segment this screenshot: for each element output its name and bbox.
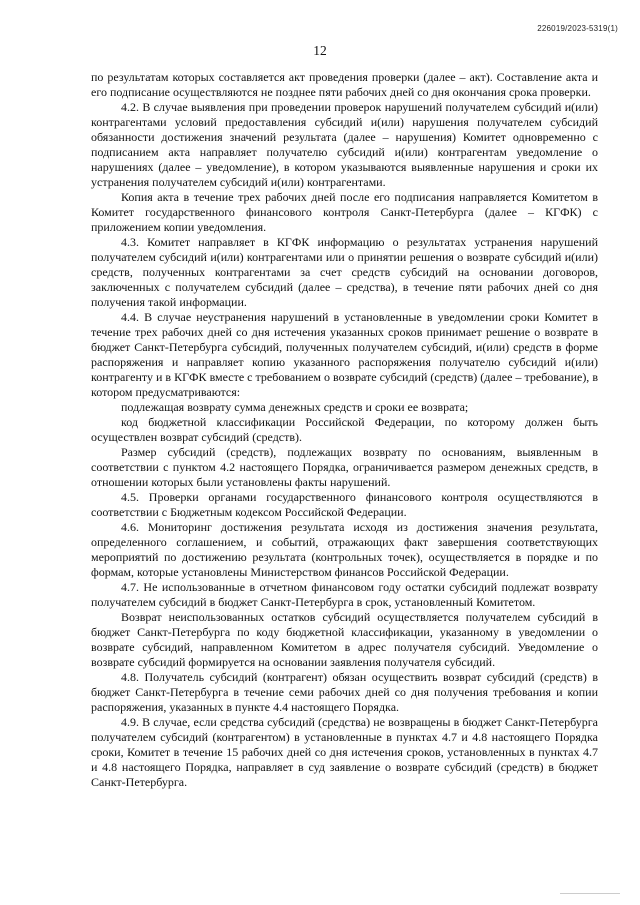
paragraph-act-copy: Копия акта в течение трех рабочих дней после его подписания направляется Комитетом в Комитет государственного финансового контроля Санкт-Петербурга (далее – КГФК) с приложением копии уведомления.	[91, 190, 598, 234]
paragraph-4-9: 4.9. В случае, если средства субсидий (средства) не возвращены в бюджет Санкт-Петербурга получателем субсидий (контрагентом) в установленные в пунктах 4.7 и 4.8 настоящего Порядка сроки, Комитет в течение 15 рабочих дней со дня истечения сроков, установленных в пунктах 4.7 и 4.8 настоящего Порядка, направляет в суд заявление о возврате субсидий (средств) в бюджет Санкт-Петербурга.	[91, 715, 598, 789]
page-number: 12	[313, 43, 327, 58]
paragraph-4-7: 4.7. Не использованные в отчетном финансовом году остатки субсидий подлежат возврату получателем субсидий в бюджет Санкт-Петербурга в срок, установленный Комитетом.	[91, 580, 598, 609]
paragraph-4-2: 4.2. В случае выявления при проведении проверок нарушений получателем субсидий и(или) контрагентами условий предоставления субсидий и(или) нарушения получателем субсидий обязанности достижения значений результата (далее – нарушения) Комитет одновременно с подписанием акта направляет получателю субсидий и(или) контрагентам уведомление о нарушениях (далее – уведомление), в котором указываются выявленные нарушения и сроки их устранения получателем субсидий и(или) контрагентами.	[91, 100, 598, 189]
paragraph-unused-remainder: Возврат неиспользованных остатков субсидий осуществляется получателем субсидий в бюджет Санкт-Петербурга по коду бюджетной классификации, указанному в уведомлении о возврате субсидий, направленном Комитетом в адрес получателя субсидий. Уведомление о возврате субсидий формируется на основании заявления получателя субсидий.	[91, 610, 598, 669]
paragraph-4-3: 4.3. Комитет направляет в КГФК информацию о результатах устранения нарушений получателем субсидий и(или) контрагентами или о принятии решения о возврате субсидий и(или) средств, полученных контрагентами за счет средств субсидий на основании договоров, заключенных с получателем субсидий (далее – средства), в течение пяти рабочих дней со дня получения такой информации.	[91, 235, 598, 309]
document-body	[91, 70, 598, 790]
paragraph-return-size: Размер субсидий (средств), подлежащих возврату по основаниям, выявленным в соответствии с пунктом 4.2 настоящего Порядка, ограничивается размером денежных средств, в отношении которых были установлены факты нарушений.	[91, 445, 598, 489]
paragraph-continuation: по результатам которых составляется акт проведения проверки (далее – акт). Составление акта и его подписание осуществляются не позднее пяти рабочих дней со дня окончания срока проверки.	[91, 70, 598, 99]
paragraph-4-8: 4.8. Получатель субсидий (контрагент) обязан осуществить возврат субсидий (средств) в бюджет Санкт-Петербурга в течение семи рабочих дней со дня получения требования и копии распоряжения, указанных в пункте 4.4 настоящего Порядка.	[91, 670, 598, 714]
document-registration-number: 226019/2023-5319(1)	[537, 24, 618, 33]
scan-edge-line	[560, 893, 620, 894]
paragraph-4-4: 4.4. В случае неустранения нарушений в установленные в уведомлении сроки Комитет в течение трех рабочих дней со дня истечения указанных сроков принимает решение о возврате в бюджет Санкт-Петербурга субсидий, полученных получателем субсидий, и(или) средств в форме распоряжения и направляет копию указанного распоряжения получателю субсидий и(или) контрагенту и в КГФК вместе с требованием о возврате субсидий (средств) (далее – требование), в котором предусматриваются:	[91, 310, 598, 399]
paragraph-4-5: 4.5. Проверки органами государственного финансового контроля осуществляются в соответствии с Бюджетным кодексом Российской Федерации.	[91, 490, 598, 519]
paragraph-budget-code: код бюджетной классификации Российской Федерации, по которому должен быть осуществлен возврат субсидий (средств).	[91, 415, 598, 444]
paragraph-return-sum: подлежащая возврату сумма денежных средств и сроки ее возврата;	[121, 400, 469, 414]
paragraph-4-6: 4.6. Мониторинг достижения результата исходя из достижения значения результата, определенного соглашением, и событий, отражающих факт завершения соответствующих мероприятий по достижению результата (контрольных точек), осуществляется в порядке и по формам, которые установлены Министерством финансов Российской Федерации.	[91, 520, 598, 579]
